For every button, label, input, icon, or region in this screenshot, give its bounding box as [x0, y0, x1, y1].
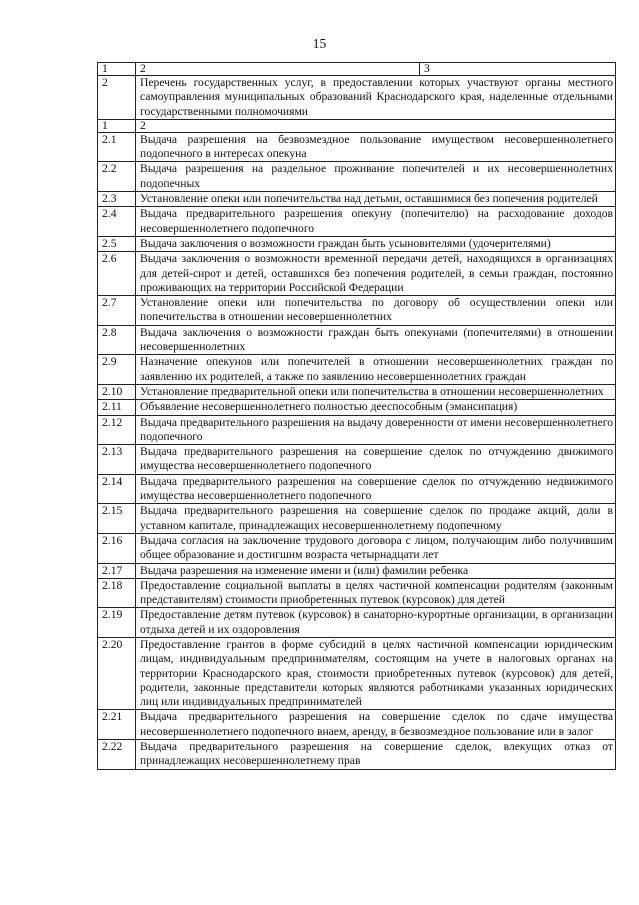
row-number: 2.19: [98, 608, 136, 638]
row-service-text: Установление предварительной опеки или попечительства в отношении несовершеннолетних: [136, 384, 616, 399]
section-number: 2: [98, 76, 136, 120]
table-row: [98, 384, 616, 399]
row-service-text: Назначение опекунов или попечителей в отношении несовершеннолетних граждан по заявлению их родителей, а также по заявлению несовершеннолетних граждан: [136, 355, 616, 385]
table-row: [98, 296, 616, 326]
table-row: [98, 740, 616, 770]
row-service-text: Выдача предварительного разрешения на совершение сделок по отчуждению недвижимого имущества несовершеннолетнего подопечного: [136, 474, 616, 504]
row-service-text: Предоставление социальной выплаты в целях частичной компенсации родителям (законным представителям) стоимости приобретенных путевок (курсовок) для детей: [136, 578, 616, 608]
table-row: [98, 192, 616, 207]
table-row: [98, 474, 616, 504]
table-row: [98, 710, 616, 740]
section-row: [98, 76, 616, 120]
row-number: 2.21: [98, 710, 136, 740]
row-service-text: Объявление несовершеннолетнего полностью дееспособным (эмансипация): [136, 400, 616, 415]
row-service-text: Выдача разрешения на изменение имени и (или) фамилии ребенка: [136, 563, 616, 578]
table-row: [98, 504, 616, 534]
row-service-text: Установление опеки или попечительства по договору об осуществлении опеки или попечительства в отношении несовершеннолетних: [136, 296, 616, 326]
row-number: 2.12: [98, 415, 136, 445]
row-number: 2.8: [98, 325, 136, 355]
table-row: [98, 608, 616, 638]
column-header-row: [98, 63, 616, 76]
row-number: 2.17: [98, 563, 136, 578]
row-service-text: Выдача предварительного разрешения опекуну (попечителю) на расходование доходов несовершеннолетнего подопечного: [136, 207, 616, 237]
column-header-1: 1: [98, 63, 136, 76]
row-number: 2.9: [98, 355, 136, 385]
row-service-text: Выдача согласия на заключение трудового договора с лицом, получающим либо получившим общее образование и достигшим возраста четырнадцати лет: [136, 533, 616, 563]
row-service-text: Предоставление детям путевок (курсовок) в санаторно-курортные организации, в организации отдыха детей и их оздоровления: [136, 608, 616, 638]
table-row: [98, 207, 616, 237]
column-header-3: 3: [420, 63, 616, 76]
row-number: 2.11: [98, 400, 136, 415]
table-row: [98, 252, 616, 296]
row-number: 2.4: [98, 207, 136, 237]
row-service-text: Установление опеки или попечительства над детьми, оставшимися без попечения родителей: [136, 192, 616, 207]
row-service-text: Выдача заключения о возможности граждан быть усыновителями (удочерителями): [136, 236, 616, 251]
row-service-text: Выдача предварительного разрешения на совершение сделок по продаже акций, доли в уставном капитале, принадлежащих несовершеннолетнему подопечному: [136, 504, 616, 534]
row-number: 2.6: [98, 252, 136, 296]
row-service-text: Выдача предварительного разрешения на совершение сделок, влекущих отказ от принадлежащих несовершеннолетнему прав: [136, 740, 616, 770]
row-number: 2.16: [98, 533, 136, 563]
table-row: [98, 445, 616, 475]
table-row: [98, 415, 616, 445]
row-number: 2.1: [98, 132, 136, 162]
table-row: [98, 578, 616, 608]
row-service-text: Выдача разрешения на раздельное проживание попечителей и их несовершеннолетних подопечных: [136, 162, 616, 192]
services-table: [97, 62, 616, 770]
table-row: [98, 563, 616, 578]
table-row: [98, 132, 616, 162]
row-number: 2.13: [98, 445, 136, 475]
row-number: 2.14: [98, 474, 136, 504]
row-service-text: Предоставление грантов в форме субсидий в целях частичной компенсации юридическим лицам, индивидуальным предпринимателям, состоящим на учете в налоговых органах на территории Краснодарского края, стоимости приобретенных путевок (курсовок) для детей, родители, законные представители которых являются работниками указанных юридических лиц или индивидуальных предпринимателей: [136, 637, 616, 709]
row-number: 2.20: [98, 637, 136, 709]
table-row: [98, 236, 616, 251]
table-row: [98, 637, 616, 709]
subheader-1: 1: [98, 119, 136, 132]
row-service-text: Выдача предварительного разрешения на выдачу доверенности от имени несовершеннолетнего подопечного: [136, 415, 616, 445]
row-number: 2.7: [98, 296, 136, 326]
row-service-text: Выдача заключения о возможности граждан быть опекунами (попечителями) в отношении несовершеннолетних: [136, 325, 616, 355]
table-row: [98, 325, 616, 355]
row-service-text: Выдача предварительного разрешения на совершение сделок по отчуждению движимого имущества несовершеннолетнего подопечного: [136, 445, 616, 475]
table-row: [98, 355, 616, 385]
row-number: 2.22: [98, 740, 136, 770]
subheader-row: [98, 119, 616, 132]
row-number: 2.2: [98, 162, 136, 192]
row-number: 2.10: [98, 384, 136, 399]
column-header-2: 2: [136, 63, 420, 76]
row-number: 2.15: [98, 504, 136, 534]
row-service-text: Выдача предварительного разрешения на совершение сделок по сдаче имущества несовершеннолетнего подопечного внаем, аренду, в безвозмездное пользование или в залог: [136, 710, 616, 740]
subheader-2: 2: [136, 119, 616, 132]
table-row: [98, 162, 616, 192]
table-row: [98, 400, 616, 415]
section-title: Перечень государственных услуг, в предоставлении которых участвуют органы местного самоуправления муниципальных образований Краснодарского края, наделенные отдельными государственными полномочиями: [136, 76, 616, 120]
row-number: 2.5: [98, 236, 136, 251]
table-row: [98, 533, 616, 563]
page-number: 15: [312, 36, 327, 51]
row-number: 2.3: [98, 192, 136, 207]
row-number: 2.18: [98, 578, 136, 608]
row-service-text: Выдача заключения о возможности временной передачи детей, находящихся в организациях для детей-сирот и детей, оставшихся без попечения родителей, в семьи граждан, постоянно проживающих на территории Российской Федерации: [136, 252, 616, 296]
row-service-text: Выдача разрешения на безвозмездное пользование имуществом несовершеннолетнего подопечного в интересах опекуна: [136, 132, 616, 162]
